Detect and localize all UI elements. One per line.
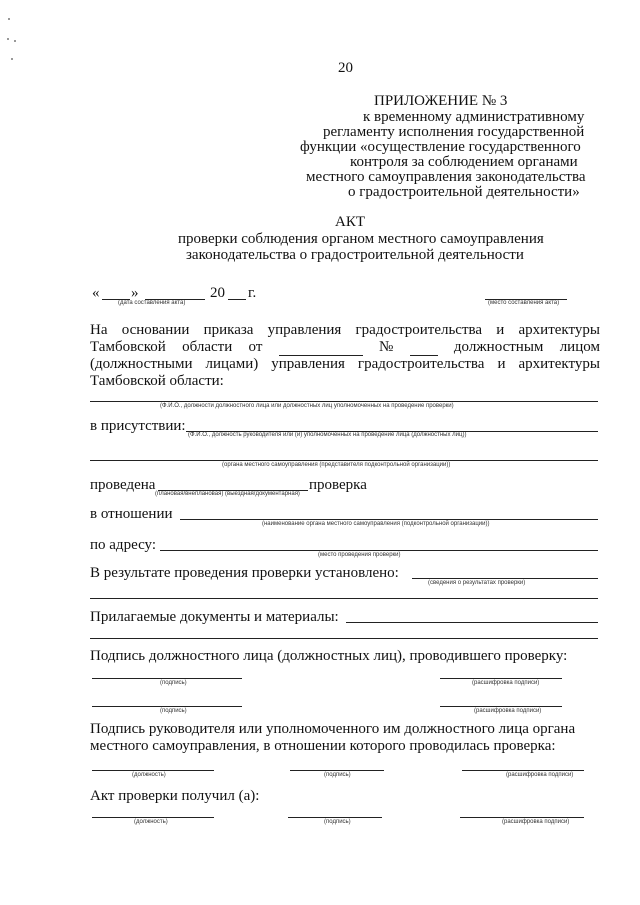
inspector-decode-field[interactable] — [440, 678, 562, 679]
basis-word: градостроительства — [355, 322, 483, 338]
results-field-1[interactable] — [412, 578, 598, 579]
inspector-sign-caption: (подпись) — [160, 680, 187, 686]
basis-word: архитектуры — [518, 356, 600, 372]
page-number: 20 — [338, 60, 353, 76]
act-title: АКТ — [335, 214, 365, 230]
basis-word: № — [378, 339, 394, 355]
inspector-sign-field[interactable] — [92, 678, 242, 679]
conducted-label-end: проверка — [309, 477, 367, 493]
basis-word: должностным — [453, 339, 544, 355]
inspector-sign-field-2[interactable] — [92, 706, 242, 707]
scan-speck — [7, 38, 9, 40]
date-quote-open: « — [92, 285, 100, 301]
attachments-label: Прилагаемые документы и материалы: — [90, 609, 339, 625]
official-field[interactable] — [90, 401, 598, 402]
received-position-field[interactable] — [92, 817, 214, 818]
head-sign-field[interactable] — [290, 770, 384, 771]
scan-speck — [8, 18, 10, 20]
head-decode-caption: (расшифровка подписи) — [506, 772, 574, 778]
received-decode-field[interactable] — [460, 817, 584, 818]
head-sign-caption: (подпись) — [324, 772, 351, 778]
basis-word: лицами) — [205, 356, 259, 372]
scan-speck — [14, 40, 16, 42]
basis-word: основании — [121, 322, 190, 338]
received-sign-field[interactable] — [288, 817, 382, 818]
head-signature-label-2: местного самоуправления, в отношении которого проводилась проверка: — [90, 738, 556, 754]
order-number-field[interactable] — [410, 341, 438, 356]
basis-word: (должностными — [90, 356, 193, 372]
appendix-line: местного самоуправления законодательства — [306, 169, 586, 185]
presence-caption-body: (органа местного самоуправления (представителя подконтрольной организации)) — [222, 462, 451, 468]
appendix-title: ПРИЛОЖЕНИЕ № 3 — [374, 93, 508, 109]
presence-label: в присутствии: — [90, 418, 186, 434]
basis-word: Тамбовской — [90, 339, 166, 355]
act-subtitle: законодательства о градостроительной деятельности — [186, 247, 524, 263]
basis-word: градостроительства — [357, 356, 485, 372]
received-position-caption: (должность) — [134, 819, 168, 825]
address-caption: (место проведения проверки) — [318, 552, 401, 558]
basis-word: архитектуры — [518, 322, 600, 338]
inspector-decode-caption: (расшифровка подписи) — [472, 680, 540, 686]
basis-word: от — [248, 339, 263, 355]
act-subtitle: проверки соблюдения органом местного самоуправления — [178, 231, 544, 247]
order-date-field[interactable] — [279, 341, 363, 356]
basis-word: области — [182, 339, 233, 355]
basis-word: лицом — [559, 339, 600, 355]
results-label: В результате проведения проверки установлено: — [90, 565, 399, 581]
official-caption: (Ф.И.О., должности должностного лица или должностных лиц уполномоченных на проведение проверки) — [160, 403, 454, 409]
date-year-prefix: 20 — [210, 285, 225, 301]
appendix-line: функции «осуществление государственного — [300, 139, 581, 155]
received-sign-caption: (подпись) — [324, 819, 351, 825]
received-label: Акт проверки получил (а): — [90, 788, 260, 804]
basis-line — [90, 322, 600, 339]
appendix-line: контроля за соблюдением органами — [350, 154, 578, 170]
basis-word: и — [496, 322, 505, 338]
regarding-field[interactable] — [180, 519, 598, 520]
address-field[interactable] — [160, 550, 598, 551]
head-decode-field[interactable] — [462, 770, 584, 771]
basis-line-last: Тамбовской области: — [90, 373, 224, 389]
inspector-sign-caption-2: (подпись) — [160, 708, 187, 714]
results-field-2[interactable] — [90, 598, 598, 599]
inspector-decode-field-2[interactable] — [440, 706, 562, 707]
conducted-caption: (плановая/внеплановая) (выездная/документарная) — [155, 491, 300, 497]
basis-line — [90, 356, 600, 373]
regarding-label: в отношении — [90, 506, 173, 522]
basis-line — [90, 339, 600, 356]
basis-word: приказа — [203, 322, 254, 338]
presence-field-2[interactable] — [90, 460, 598, 461]
appendix-line: о градостроительной деятельности» — [348, 184, 580, 200]
attachments-field-1[interactable] — [346, 622, 598, 623]
attachments-field-2[interactable] — [90, 638, 598, 639]
head-signature-label-1: Подпись руководителя или уполномоченного им должностного лица органа — [90, 721, 576, 737]
place-caption: (место составления акта) — [488, 300, 560, 306]
date-year-suffix: г. — [248, 285, 257, 301]
address-label: по адресу: — [90, 537, 157, 553]
appendix-line: к временному административному — [363, 109, 585, 125]
basis-word: и — [497, 356, 506, 372]
results-caption: (сведения о результатах проверки) — [428, 580, 526, 586]
appendix-line: регламенту исполнения государственной — [323, 124, 585, 140]
head-position-field[interactable] — [92, 770, 214, 771]
date-caption: (дата составления акта) — [118, 300, 186, 306]
inspector-decode-caption-2: (расшифровка подписи) — [474, 708, 542, 714]
inspector-signature-label: Подпись должностного лица (должностных лиц), проводившего проверку: — [90, 648, 568, 664]
basis-word: управления — [271, 356, 345, 372]
received-decode-caption: (расшифровка подписи) — [502, 819, 570, 825]
basis-paragraph — [90, 322, 600, 390]
basis-word: На — [90, 322, 108, 338]
date-year-field[interactable] — [228, 299, 246, 300]
head-position-caption: (должность) — [132, 772, 166, 778]
conducted-label: проведена — [90, 477, 156, 493]
regarding-caption: (наименование органа местного самоуправления (подконтрольной организации)) — [262, 521, 490, 527]
basis-word: управления — [267, 322, 342, 338]
presence-caption-head: (Ф.И.О., должность руководителя или (и) уполномоченных на проведение лица (должностных лиц)) — [188, 432, 467, 438]
scan-speck — [11, 58, 13, 60]
date-quote-close: » — [131, 285, 139, 301]
